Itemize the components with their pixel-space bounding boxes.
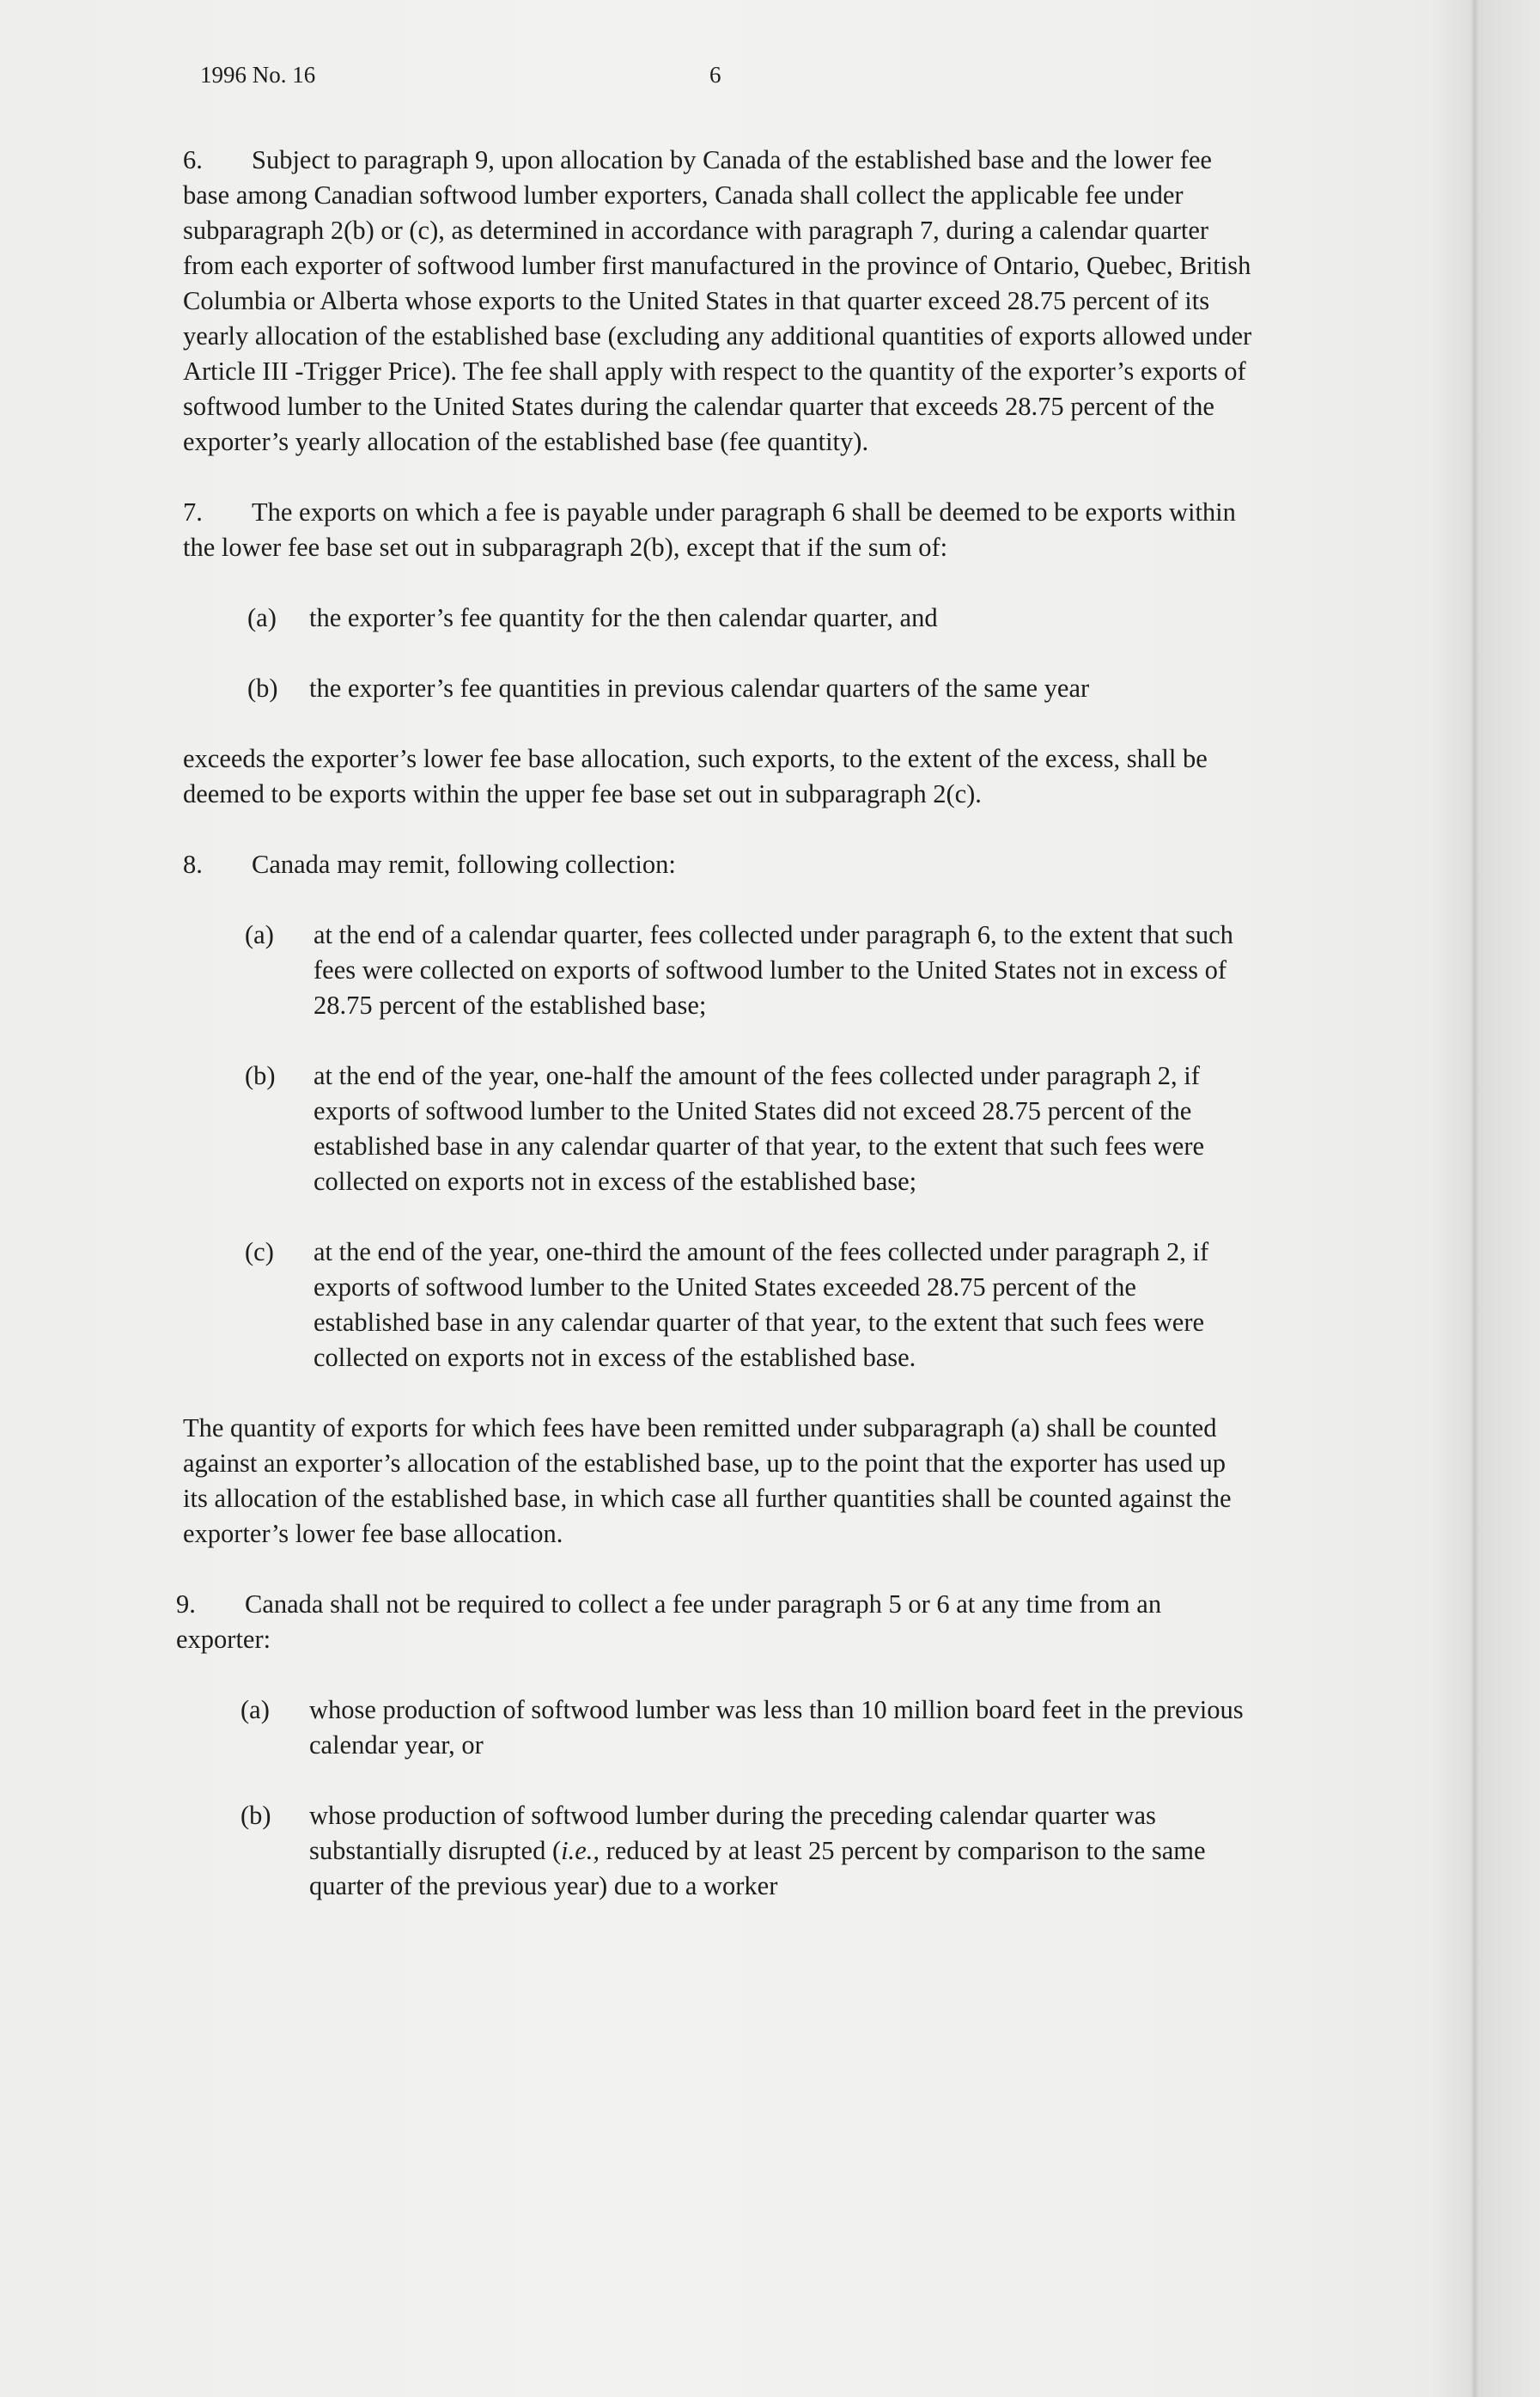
subparagraph-text: the exporter’s fee quantity for the then calendar quarter, and (309, 603, 938, 632)
paragraph-text: The exports on which a fee is payable under paragraph 6 shall be deemed to be exports within the lower fee base set out in subparagraph 2(b), except that if the sum of: (183, 497, 1236, 562)
document-body (176, 143, 1257, 1939)
italic-abbreviation: i.e., (561, 1836, 600, 1865)
subparagraph-text-start: whose production of softwood lumber during the preceding calendar quarter was substantially disrupted ( (309, 1801, 1156, 1865)
paragraph-7-closing: exceeds the exporter’s lower fee base allocation, such exports, to the extent of the excess, shall be deemed to be exports within the upper fee base set out in subparagraph 2(c). (183, 744, 1208, 808)
subparagraph-7b (247, 671, 1257, 706)
paragraph-8 (183, 847, 1257, 882)
subparagraph-label: (a) (247, 603, 277, 632)
subparagraph-9a (240, 1693, 1257, 1763)
subparagraph-8b (245, 1058, 1257, 1199)
subparagraph-label: (a) (240, 1695, 270, 1724)
page-header (200, 62, 1317, 96)
paragraph-text: Canada may remit, following collection: (252, 850, 676, 879)
subparagraph-label: (b) (247, 674, 278, 703)
paragraph-9 (176, 1587, 1257, 1657)
paragraph-text: Subject to paragraph 9, upon allocation by Canada of the established base and the lower fee base among Canadian softwood lumber exporters, Canada shall collect the applicable fee under subparagraph 2(b) or (c), as determined in accordance with paragraph 7, during a calendar quarter from each exporter of softwood lumber first manufactured in the province of Ontario, Quebec, British Columbia or Alberta whose exports to the United States in that quarter exceed 28.75 percent of its yearly allocation of the established base (excluding any additional quantities of exports allowed under Article III -Trigger Price). The fee shall apply with respect to the quantity of the exporter’s exports of softwood lumber to the United States during the calendar quarter that exceeds 28.75 percent of the exporter’s yearly allocation of the established base (fee quantity). (183, 145, 1252, 456)
paragraph-number: 8. (183, 850, 203, 879)
subparagraph-label: (a) (245, 920, 274, 949)
subparagraph-8a (245, 918, 1257, 1023)
subparagraph-text: whose production of softwood lumber was less than 10 million board feet in the previous calendar year, or (309, 1695, 1244, 1760)
paragraph-number: 7. (183, 497, 203, 527)
paragraph-text: Canada shall not be required to collect a fee under paragraph 5 or 6 at any time from an exporter: (176, 1589, 1162, 1654)
paragraph-number: 9. (176, 1589, 196, 1619)
paragraph-number: 6. (183, 145, 203, 174)
subparagraph-label: (b) (245, 1061, 276, 1090)
document-reference: 1996 No. 16 (200, 62, 316, 88)
subparagraph-text: at the end of the year, one-half the amount of the fees collected under paragraph 2, if exports of softwood lumber to the United States did not exceed 28.75 percent of the established base in any calendar quarter of that year, to the extent that such fees were collected on exports not in excess of the established base; (313, 1061, 1205, 1196)
subparagraph-text: the exporter’s fee quantities in previous calendar quarters of the same year (309, 674, 1090, 703)
page-binding-shadow (1470, 0, 1479, 2397)
subparagraph-9b (240, 1798, 1257, 1904)
subparagraph-text-end: reduced by at least 25 percent by comparison to the same quarter of the previous year) due to a worker (309, 1836, 1206, 1900)
subparagraph-8c (245, 1235, 1257, 1375)
subparagraph-text: at the end of the year, one-third the amount of the fees collected under paragraph 2, if exports of softwood lumber to the United States exceeded 28.75 percent of the established base in any calendar quarter of that year, to the extent that such fees were collected on exports not in excess of the established base. (313, 1237, 1209, 1372)
subparagraph-label: (b) (240, 1801, 271, 1830)
paragraph-8-closing: The quantity of exports for which fees have been remitted under subparagraph (a) shall be counted against an exporter’s allocation of the established base, up to the point that the exporter has used up its allocation of the established base, in which case all further quantities shall be counted against the exporter’s lower fee base allocation. (183, 1413, 1232, 1548)
subparagraph-text: at the end of a calendar quarter, fees collected under paragraph 6, to the extent that such fees were collected on exports of softwood lumber to the United States not in excess of 28.75 percent of the established base; (313, 920, 1233, 1020)
paragraph-6 (183, 143, 1257, 460)
subparagraph-label: (c) (245, 1237, 274, 1266)
subparagraph-text (309, 1798, 1257, 1904)
subparagraph-7a (247, 601, 1257, 636)
page-number: 6 (709, 62, 721, 88)
paragraph-7 (183, 495, 1257, 565)
